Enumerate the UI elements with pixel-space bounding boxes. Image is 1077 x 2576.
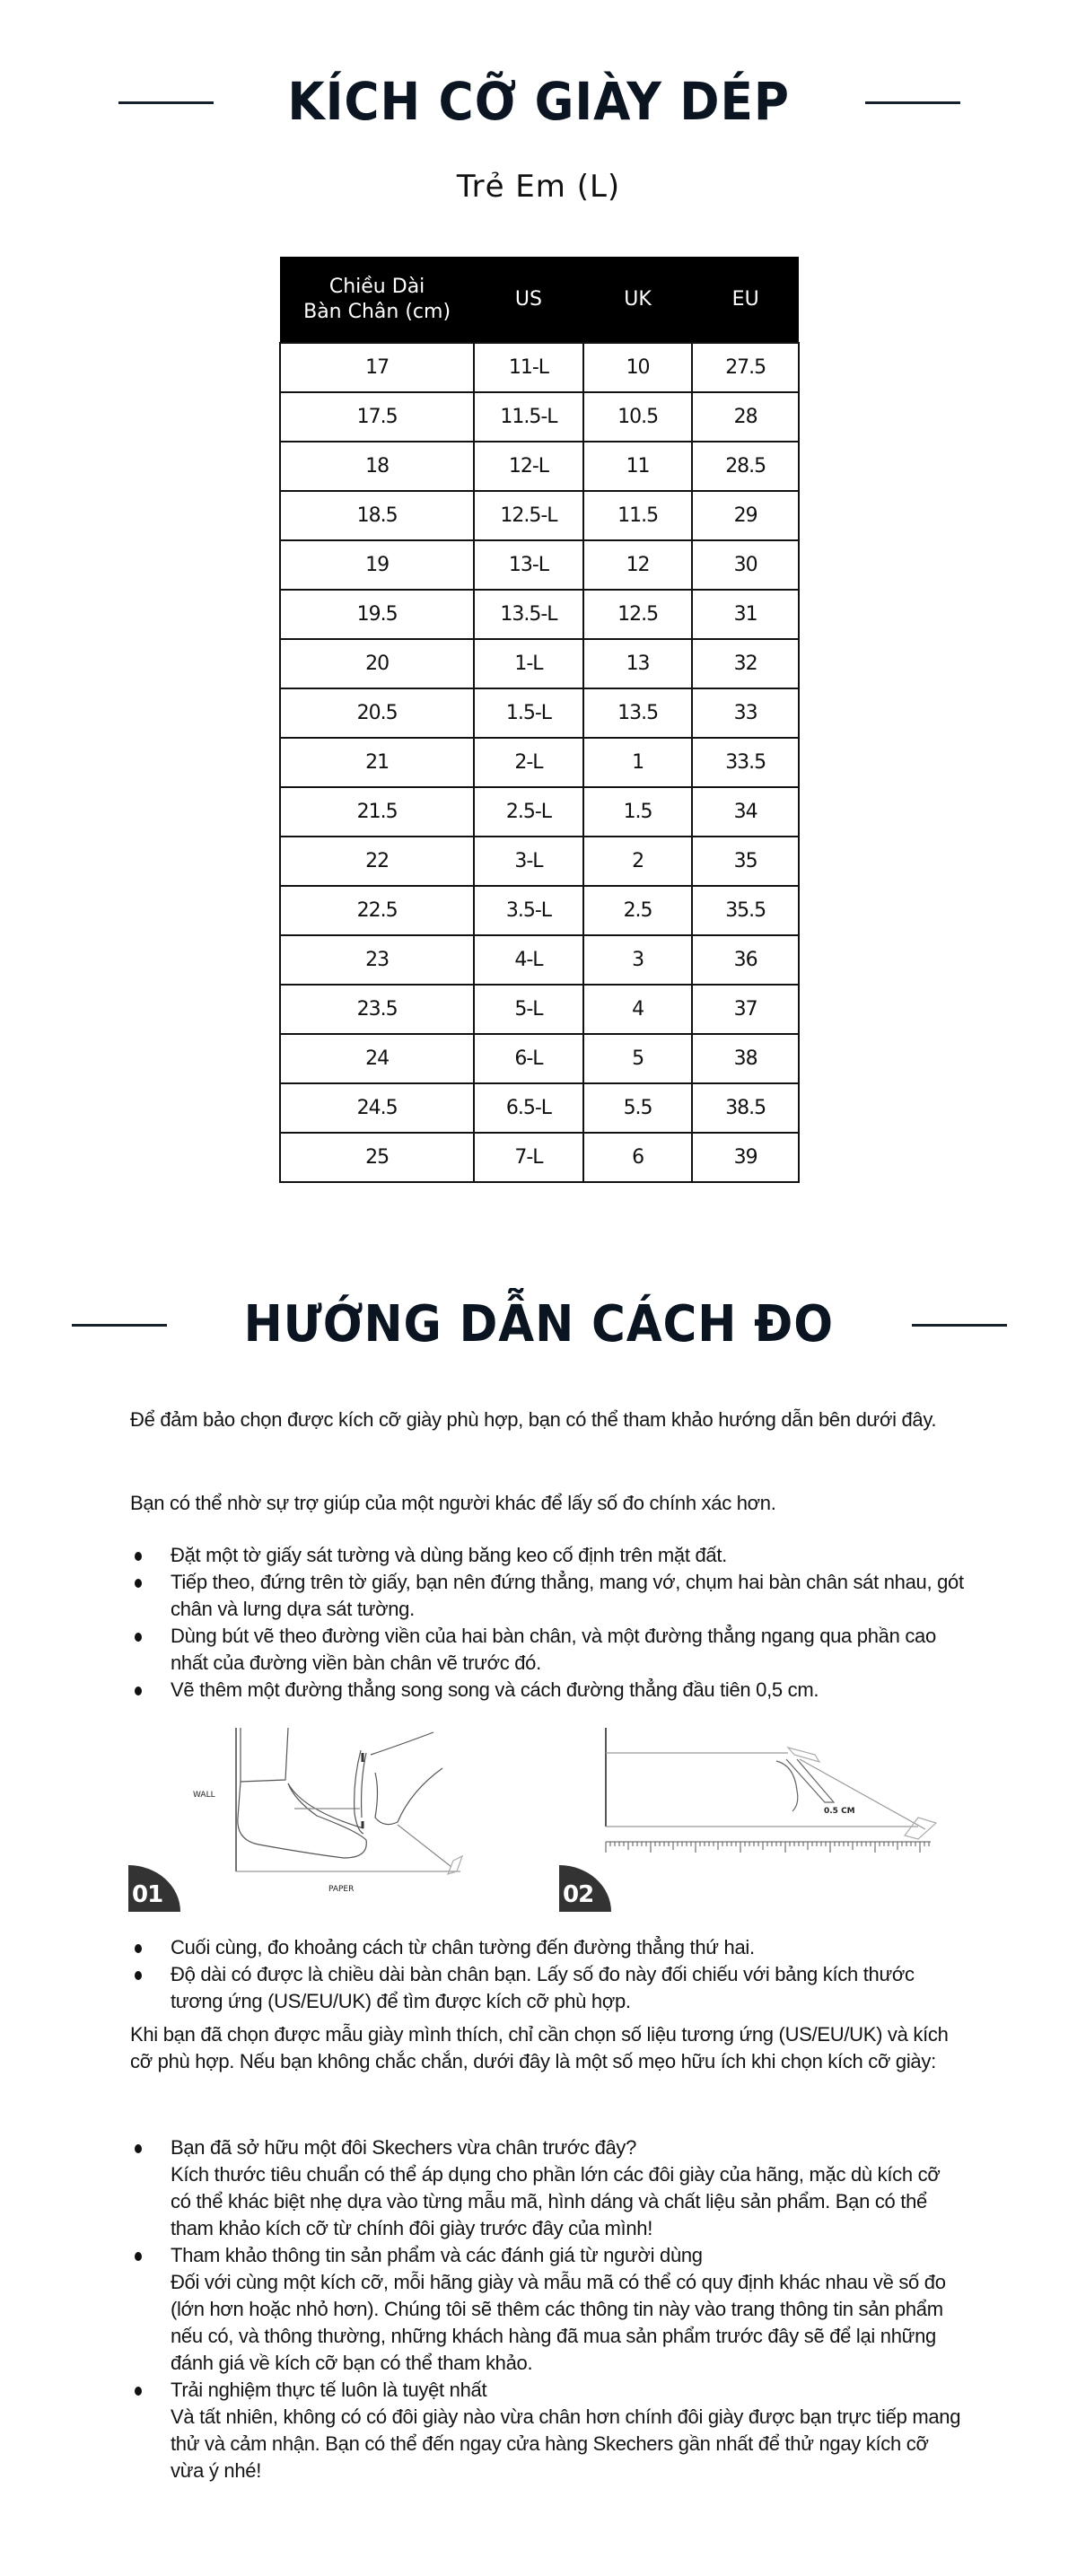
column-header-uk: UK (583, 257, 693, 343)
table-row (280, 688, 799, 738)
list-item: Dùng bút vẽ theo đường viền của hai bàn chân, và một đường thẳng ngang qua phần cao nhất của đường viền bàn chân vẽ trước đó. (130, 1623, 965, 1677)
table-row (280, 1133, 799, 1182)
paper-label: PAPER (328, 1885, 355, 1894)
cell-eu: 35.5 (692, 886, 799, 935)
cell-us: 1-L (474, 639, 583, 688)
guide-heading-row (0, 1292, 1077, 1355)
table-row (280, 590, 799, 639)
cell-eu: 27.5 (692, 343, 799, 392)
size-tips (130, 2134, 965, 2484)
cell-uk: 12.5 (583, 590, 693, 639)
cell-uk: 3 (583, 935, 693, 985)
list-item (130, 2134, 965, 2242)
tip-body: Đối với cùng một kích cỡ, mỗi hãng giày và mẫu mã có thể có quy định khác nhau về số đo (lớn hơn hoặc nhỏ hơn). Chúng tôi sẽ thêm các thông tin này vào trang thông tin sản phẩm nếu có, và thông thường, những khách hàng đã mua sản phẩm trước đây sẽ để lại những đánh giá về kích cỡ bạn có thể tham khảo. (171, 2271, 946, 2374)
cell-uk: 2.5 (583, 886, 693, 935)
cell-us: 5-L (474, 985, 583, 1034)
measure-steps (130, 1542, 965, 1704)
tip-title: Trải nghiệm thực tế luôn là tuyệt nhất (171, 2379, 487, 2401)
heading-rule-left (118, 101, 214, 104)
table-header-row (280, 257, 799, 343)
cell-uk: 5.5 (583, 1083, 693, 1133)
cell-foot-length: 24 (280, 1034, 474, 1083)
guide-intro-2 (130, 1490, 965, 1517)
foot-tracing-illustration (128, 1728, 514, 1912)
cell-foot-length: 23 (280, 935, 474, 985)
illustration-step-02 (559, 1728, 963, 1912)
cell-uk: 10 (583, 343, 693, 392)
column-header-foot-length (280, 257, 474, 343)
table-row (280, 886, 799, 935)
cell-foot-length: 25 (280, 1133, 474, 1182)
cell-us: 11-L (474, 343, 583, 392)
cell-foot-length: 20.5 (280, 688, 474, 738)
measure-steps-continued (130, 1934, 965, 2015)
cell-eu: 38.5 (692, 1083, 799, 1133)
size-table-body (280, 343, 799, 1182)
cell-us: 7-L (474, 1133, 583, 1182)
table-row (280, 392, 799, 442)
table-row (280, 738, 799, 787)
guide-outro (130, 2021, 965, 2075)
tip-title: Bạn đã sở hữu một đôi Skechers vừa chân trước đây? (171, 2136, 637, 2159)
table-row (280, 1083, 799, 1133)
table-row (280, 837, 799, 886)
list-item: Tiếp theo, đứng trên tờ giấy, bạn nên đứng thẳng, mang vớ, chụm hai bàn chân sát nhau, gót chân và lưng dựa sát tường. (130, 1569, 965, 1623)
cell-eu: 39 (692, 1133, 799, 1182)
cell-foot-length: 21 (280, 738, 474, 787)
intro-paragraph: Để đảm bảo chọn được kích cỡ giày phù hợp, bạn có thể tham khảo hướng dẫn bên dưới đây. (130, 1408, 937, 1431)
table-row (280, 540, 799, 590)
cell-eu: 36 (692, 935, 799, 985)
cell-us: 6-L (474, 1034, 583, 1083)
cell-uk: 5 (583, 1034, 693, 1083)
cell-eu: 33.5 (692, 738, 799, 787)
cell-us: 4-L (474, 935, 583, 985)
cell-uk: 1 (583, 738, 693, 787)
list-item (130, 2242, 965, 2377)
cell-eu: 29 (692, 491, 799, 540)
table-row (280, 787, 799, 837)
table-row (280, 343, 799, 392)
cell-eu: 28 (692, 392, 799, 442)
cell-uk: 12 (583, 540, 693, 590)
cell-eu: 38 (692, 1034, 799, 1083)
parallel-line-illustration (559, 1728, 963, 1912)
cell-us: 2.5-L (474, 787, 583, 837)
column-header-line-2: Bàn Chân (cm) (303, 300, 451, 323)
list-item (130, 2377, 965, 2484)
wall-label: WALL (193, 1791, 215, 1800)
guide-title: HƯỚNG DẪN CÁCH ĐO (243, 1294, 834, 1354)
table-row (280, 639, 799, 688)
intro-paragraph-2: Bạn có thể nhờ sự trợ giúp của một người khác để lấy số đo chính xác hơn. (130, 1492, 776, 1514)
heading-rule-right (865, 101, 960, 104)
size-chart-subtitle: Trẻ Em (L) (456, 169, 621, 205)
cell-uk: 11 (583, 442, 693, 491)
size-chart-title: KÍCH CỠ GIÀY DÉP (287, 71, 790, 132)
list-item: Độ dài có được là chiều dài bàn chân bạn. Lấy số đo này đối chiếu với bảng kích thước tương ứng (US/EU/UK) để tìm được kích cỡ phù hợp. (130, 1961, 965, 2015)
table-row (280, 935, 799, 985)
cell-uk: 1.5 (583, 787, 693, 837)
cell-eu: 28.5 (692, 442, 799, 491)
cell-foot-length: 17 (280, 343, 474, 392)
cell-uk: 6 (583, 1133, 693, 1182)
cell-foot-length: 18 (280, 442, 474, 491)
cell-eu: 30 (692, 540, 799, 590)
illustration-step-01 (128, 1728, 514, 1912)
cell-eu: 33 (692, 688, 799, 738)
cell-uk: 4 (583, 985, 693, 1034)
steps-list-2 (130, 1934, 965, 2015)
list-item: Vẽ thêm một đường thẳng song song và cách đường thẳng đầu tiên 0,5 cm. (130, 1677, 965, 1704)
cell-us: 3.5-L (474, 886, 583, 935)
table-row (280, 491, 799, 540)
cell-us: 12.5-L (474, 491, 583, 540)
cell-foot-length: 17.5 (280, 392, 474, 442)
badge-number: 01 (132, 1881, 163, 1908)
cell-uk: 11.5 (583, 491, 693, 540)
steps-list (130, 1542, 965, 1704)
cell-foot-length: 24.5 (280, 1083, 474, 1133)
cell-us: 2-L (474, 738, 583, 787)
cell-us: 1.5-L (474, 688, 583, 738)
cell-foot-length: 23.5 (280, 985, 474, 1034)
cell-eu: 37 (692, 985, 799, 1034)
cell-eu: 35 (692, 837, 799, 886)
cell-eu: 31 (692, 590, 799, 639)
cell-us: 13.5-L (474, 590, 583, 639)
size-chart-heading-row (0, 70, 1077, 133)
heading-rule-right (912, 1324, 1007, 1327)
tips-list (130, 2134, 965, 2484)
table-row (280, 442, 799, 491)
table-row (280, 1034, 799, 1083)
cell-foot-length: 19.5 (280, 590, 474, 639)
heading-rule-left (72, 1324, 167, 1327)
cell-us: 11.5-L (474, 392, 583, 442)
offset-label: 0.5 CM (824, 1807, 855, 1816)
guide-intro (130, 1406, 965, 1433)
cell-foot-length: 21.5 (280, 787, 474, 837)
cell-foot-length: 19 (280, 540, 474, 590)
cell-us: 6.5-L (474, 1083, 583, 1133)
table-row (280, 985, 799, 1034)
outro-paragraph: Khi bạn đã chọn được mẫu giày mình thích, chỉ cần chọn số liệu tương ứng (US/EU/UK) và kích cỡ phù hợp. Nếu bạn không chắc chắn, dưới đây là một số mẹo hữu ích khi chọn kích cỡ giày: (130, 2023, 949, 2072)
tip-title: Tham khảo thông tin sản phẩm và các đánh giá từ người dùng (171, 2244, 703, 2266)
cell-us: 13-L (474, 540, 583, 590)
column-header-line-1: Chiều Dài (328, 275, 425, 298)
list-item: Cuối cùng, đo khoảng cách từ chân tường đến đường thẳng thứ hai. (130, 1934, 965, 1961)
cell-foot-length: 22.5 (280, 886, 474, 935)
list-item: Đặt một tờ giấy sát tường và dùng băng keo cố định trên mặt đất. (130, 1542, 965, 1569)
cell-us: 12-L (474, 442, 583, 491)
column-header-us: US (474, 257, 583, 343)
cell-eu: 34 (692, 787, 799, 837)
badge-number: 02 (563, 1881, 594, 1908)
cell-foot-length: 18.5 (280, 491, 474, 540)
cell-uk: 13 (583, 639, 693, 688)
tip-body: Và tất nhiên, không có có đôi giày nào vừa chân hơn chính đôi giày được bạn trực tiếp mang thử và cảm nhận. Bạn có thể đến ngay cửa hàng Skechers gần nhất để thử ngay kích cỡ vừa ý nhé! (171, 2405, 961, 2482)
cell-foot-length: 22 (280, 837, 474, 886)
cell-us: 3-L (474, 837, 583, 886)
cell-foot-length: 20 (280, 639, 474, 688)
cell-eu: 32 (692, 639, 799, 688)
column-header-eu: EU (692, 257, 799, 343)
cell-uk: 10.5 (583, 392, 693, 442)
cell-uk: 13.5 (583, 688, 693, 738)
size-chart-table (279, 257, 800, 1183)
tip-body: Kích thước tiêu chuẩn có thể áp dụng cho phần lớn các đôi giày của hãng, mặc dù kích cỡ có thể khác biệt nhẹ dựa vào từng mẫu mã, hình dáng và chất liệu sản phẩm. Bạn có thể tham khảo kích cỡ từ chính đôi giày trước đây của mình! (171, 2163, 941, 2239)
cell-uk: 2 (583, 837, 693, 886)
